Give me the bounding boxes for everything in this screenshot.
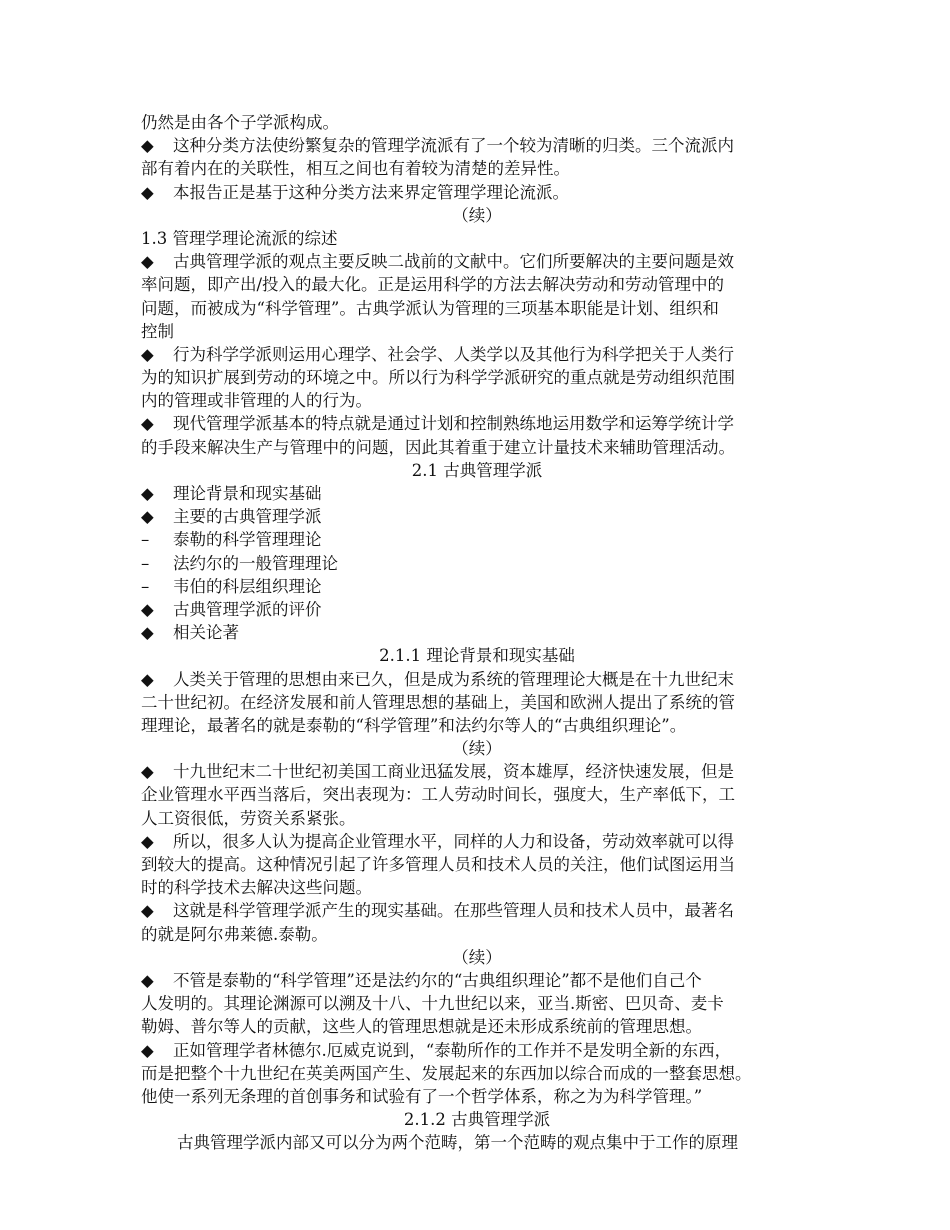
bullet-item [141,343,813,366]
text-line: 的手段来解决生产与管理中的问题，因此其着重于建立计量技术来辅助管理活动。 [141,437,735,457]
bullet-text: 古典管理学派的评价 [173,599,322,619]
diamond-bullet-icon: ◆ [141,599,154,619]
bullet-item [141,598,813,621]
bullet-item [141,830,813,853]
text-line: 问题，而被成为“科学管理”。古典学派认为管理的三项基本职能是计划、组织和 [141,298,719,318]
section-heading: （续） [452,947,502,967]
bullet-item [141,575,813,598]
diamond-bullet-icon: ◆ [141,831,154,851]
diamond-bullet-icon: ◆ [141,507,154,527]
bullet-text: 人类关于管理的思想由来已久，但是成为系统的管理理论大概是在十九世纪末 [173,669,734,689]
section-heading: 2.1.2 古典管理学派 [403,1110,551,1130]
text-line: 人工资很低，劳资关系紧张。 [141,808,356,828]
bullet-item [141,250,813,273]
bullet-text: 正如管理学者林德尔.厄威克说到，“泰勒所作的工作并不是发明全新的东西， [173,1040,732,1060]
bullet-text: 十九世纪末二十世纪初美国工商业迅猛发展，资本雄厚，经济快速发展，但是 [173,762,734,782]
diamond-bullet-icon: ◆ [141,484,154,503]
bullet-text: 古典管理学派的观点主要反映二战前的文献中。它们所要解决的主要问题是效 [173,252,734,272]
text-line: 部有着内在的关联性，相互之间也有着较为清楚的差异性。 [141,159,570,179]
diamond-bullet-icon: ◆ [141,669,154,689]
bullet-item [141,668,813,691]
section-heading: （续） [452,739,502,759]
text-line: 二十世纪初。在经济发展和前人管理思想的基础上，美国和欧洲人提出了系统的管 [141,692,735,712]
bullet-item [141,482,813,505]
bullet-text: 法约尔的一般管理理论 [173,553,338,573]
text-line: 而是把整个十九世纪在英美两国产生、发展起来的东西加以综合而成的一整套思想。 [141,1063,752,1083]
dash-bullet-icon: – [141,576,150,596]
bullet-item [141,134,813,157]
text-line: 古典管理学派内部又可以分为两个范畴，第一个范畴的观点集中于工作的原理 [177,1133,738,1153]
diamond-bullet-icon: ◆ [141,182,154,202]
bullet-text: 不管是泰勒的“科学管理”还是法约尔的“古典组织理论”都不是他们自己个 [173,970,702,990]
bullet-item [141,181,813,204]
text-line: 时的科学技术去解决这些问题。 [141,878,372,898]
bullet-item [141,528,813,551]
bullet-text: 主要的古典管理学派 [173,507,322,527]
bullet-text: 现代管理学派基本的特点就是通过计划和控制熟练地运用数学和运筹学统计学 [173,414,734,434]
text-line: 仍然是由各个子学派构成。 [141,113,339,132]
diamond-bullet-icon: ◆ [141,136,154,156]
diamond-bullet-icon: ◆ [141,762,154,782]
diamond-bullet-icon: ◆ [141,1040,154,1060]
text-line: 的就是阿尔弗莱德.泰勒。 [141,924,328,944]
bullet-item [141,899,813,922]
bullet-item [141,760,813,783]
bullet-text: 这种分类方法使纷繁复杂的管理学流派有了一个较为清晰的归类。三个流派内 [173,136,734,156]
dash-bullet-icon: – [141,530,150,550]
diamond-bullet-icon: ◆ [141,252,154,272]
text-line: 率问题，即产出/投入的最大化。正是运用科学的方法去解决劳动和劳动管理中的 [141,275,725,295]
bullet-item [141,1039,813,1062]
bullet-text: 这就是科学管理学派产生的现实基础。在那些管理人员和技术人员中，最著名 [173,901,734,921]
text-line: 理理论，最著名的就是泰勒的“科学管理”和法约尔等人的“古典组织理论”。 [141,715,687,735]
text-line: 他使一系列无条理的首创事务和试验有了一个哲学体系，称之为为科学管理。” [141,1086,703,1106]
bullet-text: 泰勒的科学管理理论 [173,530,322,550]
bullet-text: 所以，很多人认为提高企业管理水平，同样的人力和设备，劳动效率就可以得 [173,831,734,851]
section-heading: （续） [452,205,502,225]
bullet-item [141,412,813,435]
document-body [141,111,813,1154]
diamond-bullet-icon: ◆ [141,623,154,643]
text-line: 内的管理或非管理的人的行为。 [141,391,372,411]
text-line: 1.3 管理学理论流派的综述 [141,228,338,248]
diamond-bullet-icon: ◆ [141,344,154,364]
diamond-bullet-icon: ◆ [141,970,154,990]
dash-bullet-icon: – [141,553,150,573]
bullet-item [141,969,813,992]
bullet-item [141,552,813,575]
bullet-text: 行为科学学派则运用心理学、社会学、人类学以及其他行为科学把关于人类行 [173,344,734,364]
diamond-bullet-icon: ◆ [141,414,154,434]
text-line: 勒姆、普尔等人的贡献，这些人的管理思想就是还未形成系统前的管理思想。 [141,1017,702,1037]
diamond-bullet-icon: ◆ [141,901,154,921]
text-line: 企业管理水平西当落后，突出表现为：工人劳动时间长，强度大，生产率低下，工 [141,785,735,805]
text-line: 到较大的提高。这种情况引起了许多管理人员和技术人员的关注，他们试图运用当 [141,855,735,874]
text-line: 人发明的。其理论渊源可以溯及十八、十九世纪以来，亚当.斯密、巴贝奇、麦卡 [141,994,724,1014]
text-line: 控制 [141,321,174,341]
section-heading: 2.1.1 理论背景和现实基础 [379,646,575,666]
text-line: 为的知识扩展到劳动的环境之中。所以行为科学学派研究的重点就是劳动组织范围 [141,368,735,388]
bullet-text: 本报告正是基于这种分类方法来界定管理学理论流派。 [173,182,569,202]
bullet-text: 相关论著 [173,623,239,643]
bullet-text: 韦伯的科层组织理论 [173,576,322,596]
bullet-item [141,621,813,644]
bullet-item [141,505,813,528]
bullet-text: 理论背景和现实基础 [173,484,322,503]
section-heading: 2.1 古典管理学派 [411,460,543,480]
